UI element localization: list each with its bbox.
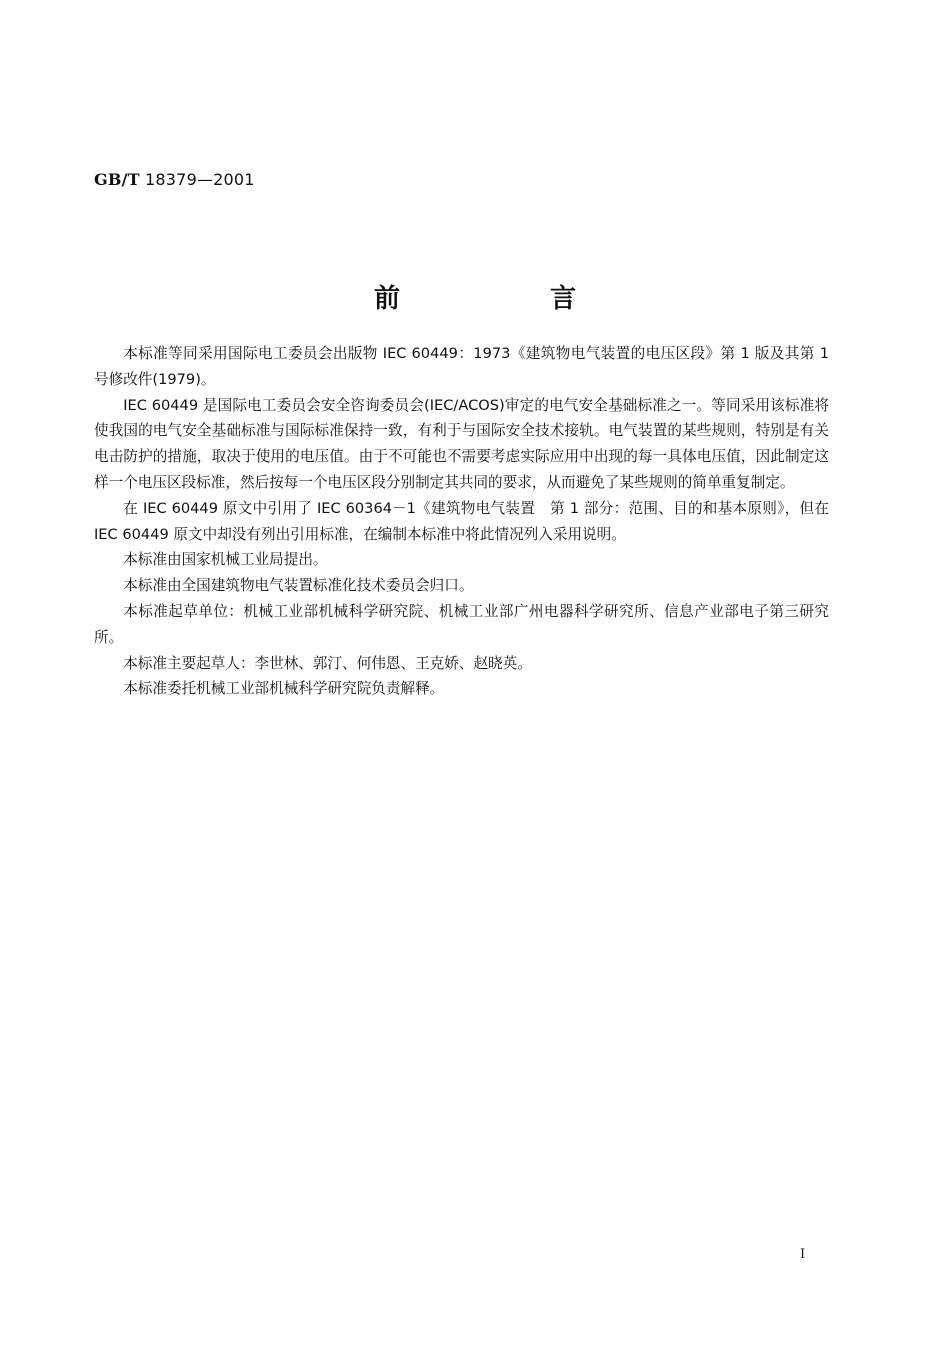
paragraph-adoption: 本标准等同采用国际电工委员会出版物 IEC 60449：1973《建筑物电气装置的电压区段》第 1 版及其第 1 号修改件(1979)。	[94, 345, 829, 388]
standard-code: 18379—2001	[145, 170, 255, 189]
standard-prefix: GB/T	[94, 170, 140, 189]
page-title: 前 言	[373, 284, 638, 314]
page-number: I	[800, 1247, 806, 1262]
paragraph-drafting-units: 本标准起草单位：机械工业部机械科学研究院、机械工业部广州电器科学研究所、信息产业部电子第三研究所。	[94, 602, 829, 646]
foreword-body	[94, 341, 829, 702]
paragraph-proposer: 本标准由国家机械工业局提出。	[123, 551, 328, 569]
paragraph-interpretation: 本标准委托机械工业部机械科学研究院负责解释。	[123, 680, 445, 698]
paragraph-background: IEC 60449 是国际电工委员会安全咨询委员会(IEC/ACOS)审定的电气安全基础标准之一。等同采用该标准将使我国的电气安全基础标准与国际标准保持一致，有利于与国际安全技术接轨。电气装置的某些规则，特别是有关电击防护的措施，取决于使用的电压值。由于不可能也不需要考虑实际应用中出现的每一具体电压值，因此制定这样一个电压区段标准，然后按每一个电压区段分别制定其共同的要求，从而避免了某些规则的简单重复制定。	[94, 396, 829, 491]
paragraph-administrator: 本标准由全国建筑物电气装置标准化技术委员会归口。	[123, 577, 474, 595]
paragraph-reference-note: 在 IEC 60449 原文中引用了 IEC 60364－1《建筑物电气装置 第 1 部分：范围、目的和基本原则》，但在 IEC 60449 原文中却没有列出引用标准，在编制本标准中将此情况列入采用说明。	[94, 499, 829, 543]
standard-number	[94, 170, 255, 189]
paragraph-drafters: 本标准主要起草人：李世林、郭汀、何伟恩、王克娇、赵晓英。	[123, 654, 532, 672]
